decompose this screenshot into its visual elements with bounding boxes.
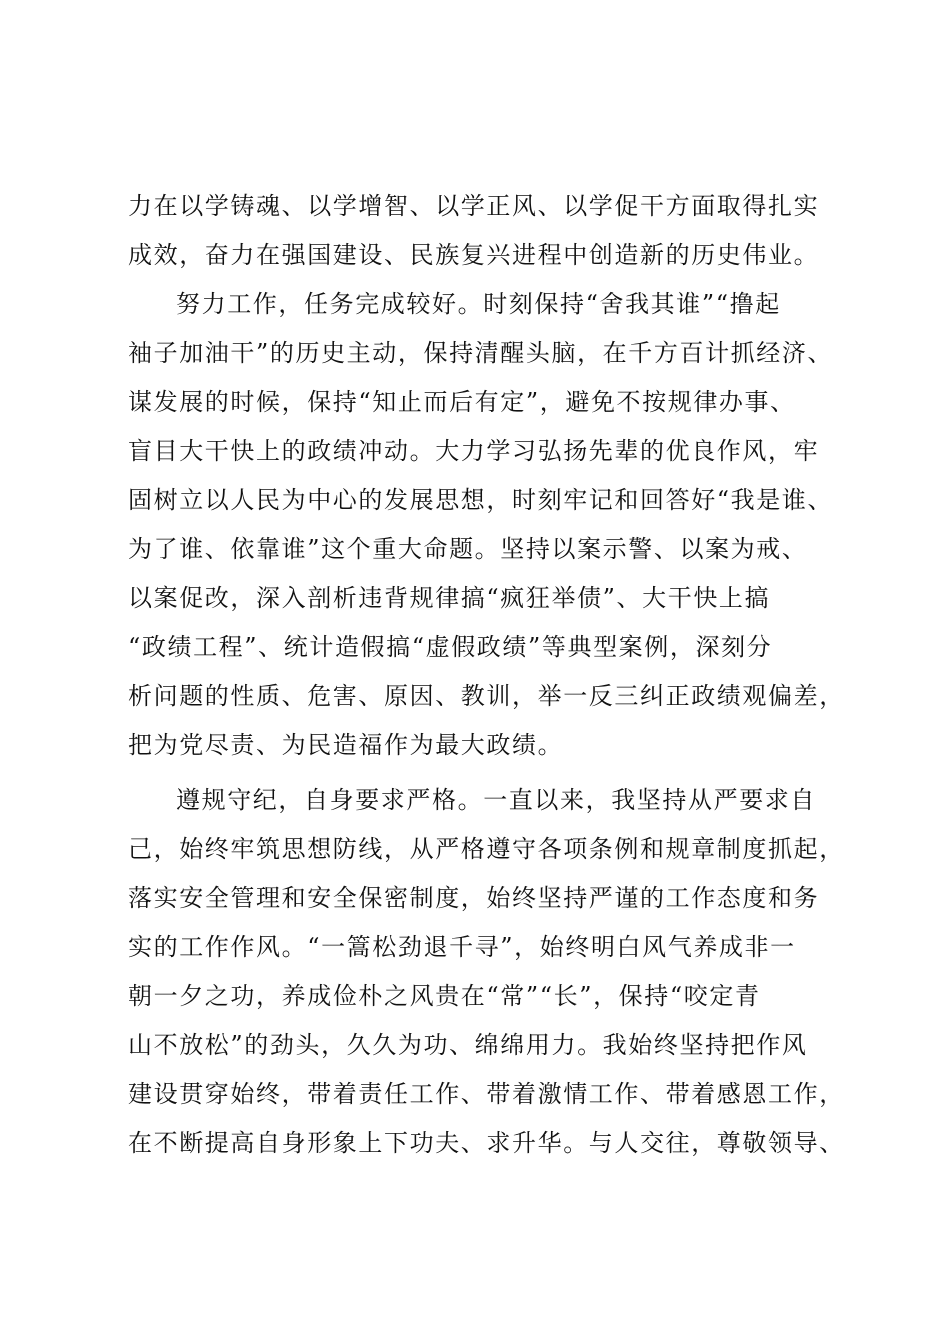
text-line: 盲目大干快上的政绩冲动。大力学习弘扬先辈的优良作风，牢 (128, 437, 820, 465)
paragraph-start-line: 努力工作，任务完成较好。时刻保持“舍我其谁”“撸起 (176, 290, 781, 318)
text-line: 谋发展的时候，保持“知止而后有定”，避免不按规律办事、 (128, 388, 796, 416)
text-line: 把为党尽责、为民造福作为最大政绩。 (128, 731, 564, 759)
text-line: “政绩工程”、统计造假搞“虚假政绩”等典型案例，深刻分 (128, 633, 773, 661)
text-line: 实的工作作风。“一篙松劲退千寻”，始终明白风气养成非一 (128, 933, 796, 961)
text-line: 落实安全管理和安全保密制度，始终坚持严谨的工作态度和务 (128, 884, 820, 912)
text-line: 以案促改，深入剖析违背规律搞“疯狂举债”、大干快上搞 (128, 584, 771, 612)
text-line: 固树立以人民为中心的发展思想，时刻牢记和回答好“我是谁、 (128, 486, 834, 514)
text-line: 力在以学铸魂、以学增智、以学正风、以学促干方面取得扎实 (128, 192, 820, 220)
text-line: 建设贯穿始终，带着责任工作、带着激情工作、带着感恩工作， (128, 1080, 845, 1108)
paragraph-start-line: 遵规守纪，自身要求严格。一直以来，我坚持从严要求自 (176, 786, 816, 814)
text-line: 袖子加油干”的历史主动，保持清醒头脑，在千方百计抓经济、 (128, 339, 834, 367)
text-line: 己，始终牢筑思想防线，从严格遵守各项条例和规章制度抓起， (128, 835, 845, 863)
text-line: 山不放松”的劲头，久久为功、绵绵用力。我始终坚持把作风 (128, 1031, 808, 1059)
text-line: 成效，奋力在强国建设、民族复兴进程中创造新的历史伟业。 (128, 241, 820, 269)
text-line: 为了谁、依靠谁”这个重大命题。坚持以案示警、以案为戒、 (128, 535, 808, 563)
text-line: 朝一夕之功，养成俭朴之风贵在“常”“长”，保持“咬定青 (128, 982, 761, 1010)
text-line: 在不断提高自身形象上下功夫、求升华。与人交往，尊敬领导、 (128, 1129, 845, 1157)
text-line: 析问题的性质、危害、原因、教训，举一反三纠正政绩观偏差， (128, 682, 845, 710)
